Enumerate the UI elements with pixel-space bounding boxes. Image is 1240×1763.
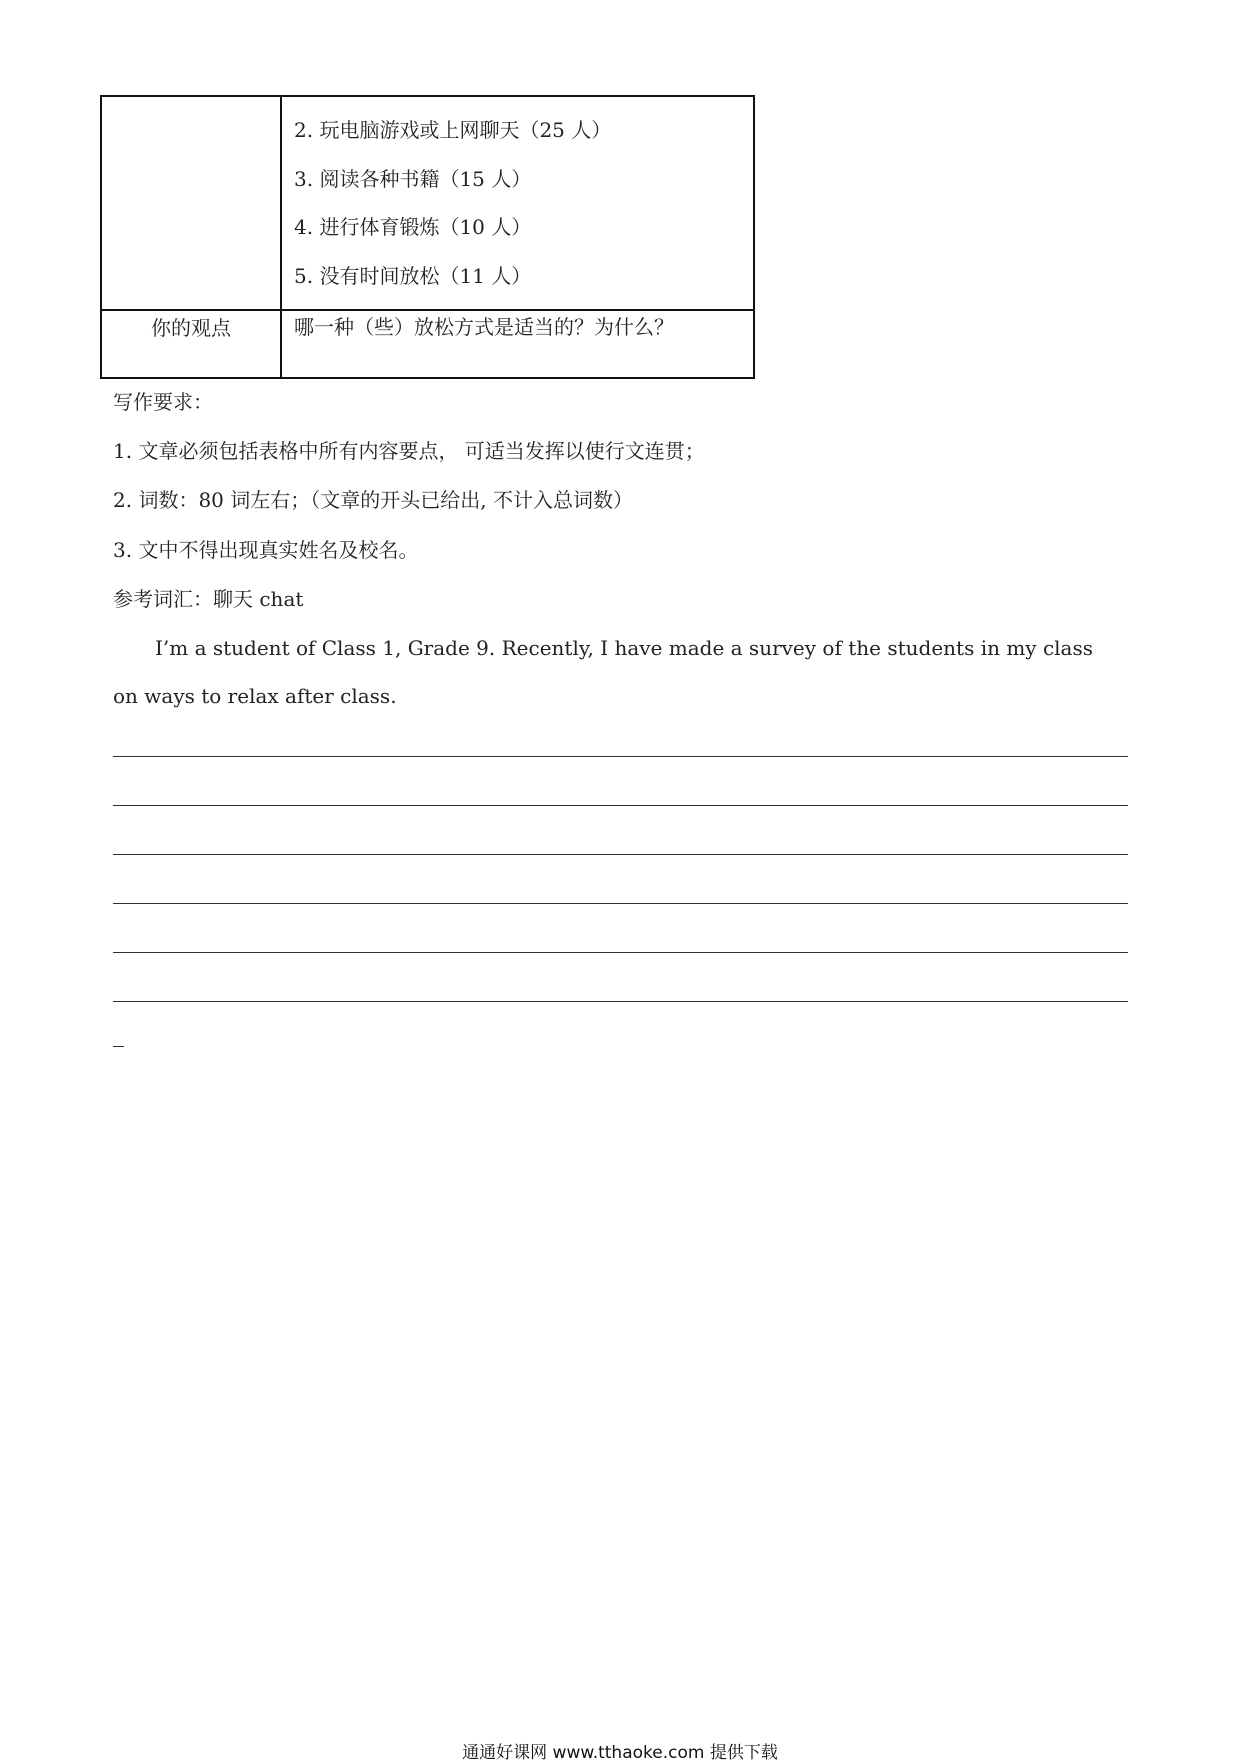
survey-table <box>100 95 755 379</box>
requirement-item-2: 2. 词数：80 词左右；（文章的开头已给出, 不计入总词数） <box>113 488 633 512</box>
option-4: 4. 进行体育锻炼（10 人） <box>294 215 532 239</box>
requirement-item-1: 1. 文章必须包括表格中所有内容要点， 可适当发挥以使行文连贯； <box>113 439 705 463</box>
table-row <box>101 96 754 310</box>
answer-line <box>113 805 1128 806</box>
answer-line <box>113 952 1128 953</box>
answer-line <box>113 756 1128 757</box>
options-cell <box>281 96 754 310</box>
answer-line <box>113 903 1128 904</box>
option-5: 5. 没有时间放松（11 人） <box>294 263 532 288</box>
dash-mark <box>113 1046 124 1047</box>
answer-line <box>113 1001 1128 1002</box>
option-3: 3. 阅读各种书籍（15 人） <box>294 166 532 191</box>
table-row <box>101 310 754 378</box>
vocab-line: 参考词汇：聊天 chat <box>113 587 304 611</box>
footer-text: 通通好课网 www.tthaoke.com 提供下载 <box>462 1743 778 1763</box>
requirements-title: 写作要求： <box>113 390 213 414</box>
opening-text: I’m a student of Class 1, Grade 9. Recently, I have made a survey of the students in my class on ways to relax after class. <box>113 636 1093 708</box>
answer-line <box>113 854 1128 855</box>
opening-paragraph <box>113 624 1123 720</box>
empty-label-cell <box>101 96 281 310</box>
option-2: 2. 玩电脑游戏或上网聊天（25 人） <box>294 118 612 142</box>
view-label: 你的观点 <box>101 310 281 378</box>
requirement-item-3: 3. 文中不得出现真实姓名及校名。 <box>113 538 419 562</box>
view-question: 哪一种（些）放松方式是适当的？为什么？ <box>281 310 754 378</box>
